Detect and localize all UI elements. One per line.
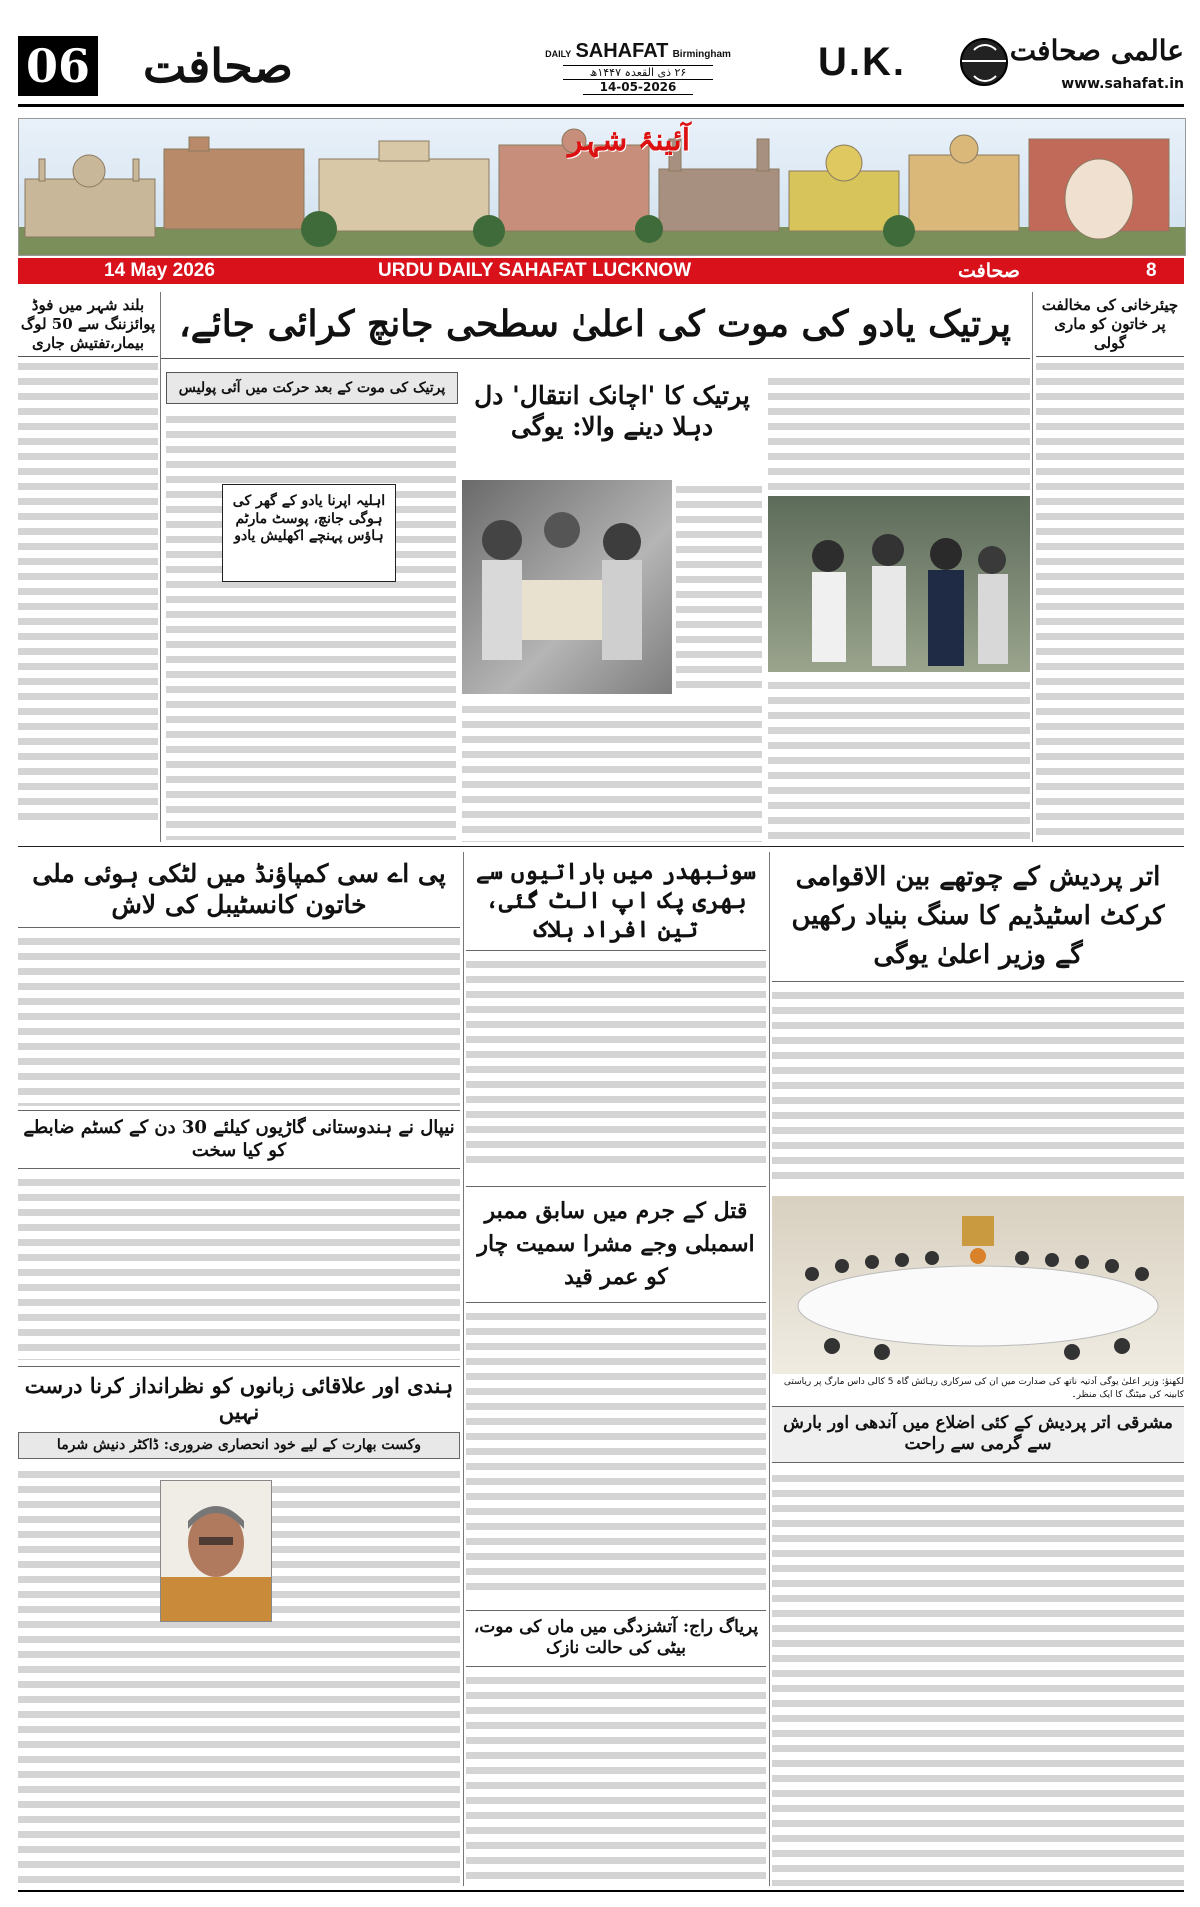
stadium-body	[772, 986, 1184, 1186]
sonbhadra-body	[466, 955, 766, 1165]
left-story-headline: بلند شہر میں فوڈ پوائزننگ سے 50 لوگ بیمار،تفتیش جاری	[18, 292, 158, 357]
prayagraj-story	[466, 1610, 766, 1886]
city-banner	[18, 118, 1186, 256]
pac-headline: پی اے سی کمپاؤنڈ میں لٹکی ہوئی ملی خاتون کانسٹیبل کی لاش	[18, 852, 460, 928]
main-headline-box	[160, 292, 1030, 359]
edition-country: U.K.	[818, 40, 906, 84]
cabinet-caption	[772, 1376, 1184, 1404]
weather-body	[772, 1469, 1184, 1887]
akhilesh-story-top-body	[768, 372, 1030, 492]
sonbhadra-story	[466, 852, 766, 1182]
city-name: Birmingham	[672, 49, 731, 60]
prayagraj-headline: پریاگ راج: آتشزدگی میں ماں کی موت، بیٹی کی حالت نازک	[466, 1610, 766, 1667]
pratik-quote-box	[222, 484, 396, 582]
column-rule	[1032, 292, 1033, 842]
weather-story	[772, 1406, 1184, 1886]
pratik-police-subhead: پرتیک کی موت کے بعد حرکت میں آئی پولیس	[178, 380, 446, 396]
masthead	[18, 36, 1184, 106]
akhilesh-story-lower-body	[768, 676, 1030, 842]
dinesh-sharma-photo	[160, 1480, 272, 1622]
page-number: 06	[18, 36, 98, 96]
funeral-photo-art	[462, 480, 672, 694]
strip-paper-name: URDU DAILY SAHAFAT LUCKNOW	[378, 260, 692, 281]
masthead-rule	[18, 104, 1184, 107]
issue-date: 14-05-2026	[583, 80, 693, 95]
main-headline: پرتیک یادو کی موت کی اعلیٰ سطحی جانچ کرائی جائے،	[178, 303, 1012, 345]
yogi-story-body-lower	[462, 700, 762, 842]
nepal-story	[18, 1110, 460, 1360]
website-link[interactable]: www.sahafat.in	[1061, 76, 1184, 92]
daily-label: DAILY	[545, 49, 572, 59]
column-rule	[160, 292, 161, 842]
pratik-police-subhead-box	[166, 372, 458, 404]
akhilesh-photo	[768, 496, 1030, 672]
prayagraj-body	[466, 1671, 766, 1887]
brand-name: SAHAFAT	[575, 40, 669, 62]
sahafat-logo: صحافت	[143, 39, 293, 93]
column-rule	[463, 852, 464, 1886]
pratik-quote: اہلیہ اپرنا یادو کے گھر کی ہوگی جانچ، پوسٹ مارٹم ہاؤس پہنچے اکھلیش یادو	[232, 493, 386, 544]
right-column-story	[1036, 292, 1184, 842]
cabinet-meeting-art	[772, 1196, 1184, 1374]
pratik-police-body	[166, 410, 456, 840]
left-column-story	[18, 292, 158, 842]
portrait-art	[161, 1481, 271, 1621]
date-strip	[18, 258, 1184, 284]
dateline-block	[538, 40, 738, 96]
nepal-body	[18, 1173, 460, 1360]
right-story-headline: چیئرخانی کی مخالفت پر خاتون کو ماری گولی	[1036, 292, 1184, 357]
cabinet-meeting-photo	[772, 1196, 1184, 1374]
stadium-story	[772, 852, 1184, 1190]
yogi-story-body	[676, 480, 762, 694]
sonbhadra-headline: سونبھدر میں باراتیوں سے بھری پک اپ الٹ گئی، تین افراد ہلاک	[466, 852, 766, 951]
cabinet-caption-text: لکھنؤ: وزیر اعلیٰ یوگی آدتیہ ناتھ کی صدارت میں ان کی سرکاری رہائش گاہ 5 کالی داس مارگ پر ریاستی کابینہ کی میٹنگ کا ایک منظر۔	[783, 1377, 1184, 1400]
languages-subheadline: وکست بھارت کے لیے خود انحصاری ضروری: ڈاکٹر دنیش شرما	[18, 1432, 460, 1460]
hijri-date: ۲۶ ذی القعدہ ۱۴۴۷ھ	[563, 65, 713, 80]
strip-urdu-name: صحافت	[958, 260, 1020, 282]
right-story-body	[1036, 357, 1184, 837]
yogi-story-headline-box	[462, 372, 762, 476]
page-bottom-rule	[18, 1890, 1184, 1892]
mla-body	[466, 1307, 766, 1597]
strip-date: 14 May 2026	[104, 260, 215, 281]
languages-story	[18, 1366, 460, 1886]
pac-story	[18, 852, 460, 1106]
mla-headline: قتل کے جرم میں سابق ممبر اسمبلی وجے مشرا سمیت چار کو عمر قید	[466, 1186, 766, 1303]
mla-story	[466, 1186, 766, 1606]
globe-icon	[960, 38, 1008, 86]
column-rule	[769, 852, 770, 1886]
alami-sahafat-logo: عالمی صحافت	[1009, 34, 1184, 67]
section-rule	[18, 846, 1184, 847]
banner-title: آئینۂ شہر	[567, 123, 691, 158]
yogi-story-headline: پرتیک کا 'اچانک انتقال' دل دہلا دینے والا: یوگی	[474, 381, 750, 442]
weather-headline: مشرقی اتر پردیش کے کئی اضلاع میں آندھی اور بارش سے گرمی سے راحت	[772, 1406, 1184, 1463]
stadium-headline: اتر پردیش کے چوتھے بین الاقوامی کرکٹ اسٹیڈیم کا سنگ بنیاد رکھیں گے وزیر اعلیٰ یوگی	[772, 852, 1184, 982]
akhilesh-photo-art	[768, 496, 1030, 672]
strip-page-number: 8	[1146, 260, 1157, 281]
pac-body	[18, 932, 460, 1107]
left-story-body	[18, 357, 158, 827]
nepal-headline: نیپال نے ہندوستانی گاڑیوں کیلئے 30 دن کے کسٹم ضابطے کو کیا سخت	[18, 1110, 460, 1169]
languages-headline: ہندی اور علاقائی زبانوں کو نظرانداز کرنا درست نہیں	[18, 1366, 460, 1432]
funeral-photo	[462, 480, 672, 694]
